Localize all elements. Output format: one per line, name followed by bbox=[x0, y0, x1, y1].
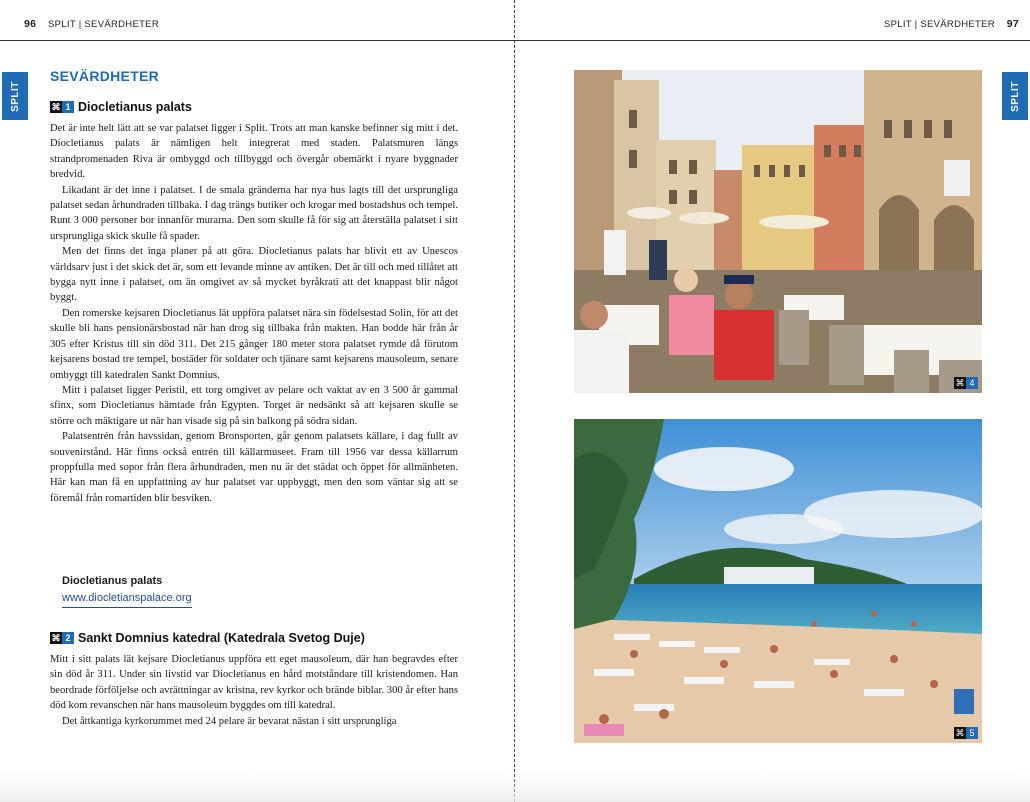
entry2-badge bbox=[50, 632, 74, 644]
entry2-heading bbox=[50, 631, 365, 645]
photo1-badge bbox=[954, 377, 978, 389]
left-page-number: 96 bbox=[24, 18, 37, 30]
right-running-head: SPLIT | SEVÄRDHETER bbox=[884, 19, 995, 30]
photo1-badge-inner bbox=[954, 377, 978, 389]
entry2-title: Sankt Domnius katedral (Katedrala Svetog Duje) bbox=[78, 631, 365, 645]
left-header-rule bbox=[0, 40, 514, 41]
beach-illustration bbox=[574, 419, 982, 743]
photo2-badge-inner bbox=[954, 727, 978, 739]
command-icon: ⌘ bbox=[51, 632, 61, 643]
entry1-website-link[interactable]: www.diocletianspalace.org bbox=[62, 590, 192, 608]
right-thumb-tab bbox=[1002, 72, 1028, 120]
entry2-number: 2 bbox=[62, 632, 74, 644]
entry1-badge bbox=[50, 101, 74, 113]
right-header-rule bbox=[515, 40, 1030, 41]
entry1-body bbox=[50, 121, 458, 506]
left-running-head: SPLIT | SEVÄRDHETER bbox=[48, 19, 159, 30]
entry1-number: 1 bbox=[62, 101, 74, 113]
entry1-title: Diocletianus palats bbox=[78, 100, 192, 114]
entry1-paragraph: Det är inte helt lätt att se var palatset ligger i Split. Trots att man kanske befinner sig mitt i det. Diocletianus palats är nämligen helt integrerat med staden. Palatsmuren längs strandpromenaden Riva är ombyggd och tillbyggd och övergår obemärkt i nyare byggnader bredvid. bbox=[50, 123, 458, 181]
entry1-paragraph: Palatsentrén från havssidan, genom Bronsporten, går genom palatsets källare, i dag fullt av souvenirstånd. Här finns också entrén till källarmuseet. Fram till 1956 var dessa källarrum proppfulla med sopor från flera århundraden, men nu är det städat och öppet för allmänheten. Här kan man få en uppfattning av hur palatset var uppbyggt, men den som väntar sig att se föremål från romartiden blir besviken. bbox=[50, 431, 458, 504]
photo2-badge bbox=[954, 727, 978, 739]
entry1-heading bbox=[50, 100, 192, 114]
entry1-paragraph: Men det finns det inga planer på att göra. Diocletianus palats har blivit ett av Unescos världsarv just i det skick det är, som ett levande minne av antiken. Det är till och med tillåtet att bygga nytt inne i palatset, om än omgivet av så mycket byråkrati att det knappast blir något byggt. bbox=[50, 246, 458, 304]
entry1-info-title: Diocletianus palats bbox=[62, 575, 163, 587]
command-icon: ⌘ bbox=[51, 101, 61, 112]
entry1-paragraph: Likadant är det inne i palatset. I de smala gränderna har nya hus lagts till det ursprungliga palatset sedan århundraden tillbaka. I dag trängs butiker och krogar med bostadshus och tempel. Runt 3 000 personer bor innanför murarna. Den som skulle få för sig att återställa palatset i sitt ursprungliga skick skulle få spader. bbox=[50, 184, 458, 242]
photo2-number: 5 bbox=[966, 727, 978, 739]
left-thumb-tab bbox=[2, 72, 28, 120]
left-running-header bbox=[24, 18, 159, 30]
photo1-number: 4 bbox=[966, 377, 978, 389]
entry2-paragraph: Mitt i sitt palats lät kejsare Diocletianus uppföra ett eget mausoleum, där han begravdes efter sin död år 311. Under sin livstid var Diocletianus en hård motståndare till kristendomen. Han beordrade förföljelse och avrättningar av kristna, rev kyrkor och brände biblar. 300 år efter hans död kom revanschen när hans mausoleum byggdes om till katedral. bbox=[50, 654, 458, 712]
entry1-info-box bbox=[62, 573, 192, 608]
page-bottom-shadow bbox=[0, 772, 1030, 802]
entry1-paragraph: Mitt i palatset ligger Peristil, ett torg omgivet av pelare och vaktat av en 3 500 år gammal sfinx, som Diocletianus hämtade från Egypten. Torget är nedsänkt så att kejsaren skulle se större och mäktigare ut när han visade sig på sin balkong på södra sidan. bbox=[50, 384, 458, 427]
right-tab-label: SPLIT bbox=[1009, 80, 1021, 112]
section-title: SEVÄRDHETER bbox=[50, 68, 160, 84]
right-running-header bbox=[884, 18, 1019, 30]
command-icon: ⌘ bbox=[955, 377, 965, 388]
page-fold-line bbox=[514, 0, 515, 802]
city-square-illustration bbox=[574, 70, 982, 393]
command-icon: ⌘ bbox=[955, 727, 965, 738]
left-tab-label: SPLIT bbox=[9, 80, 21, 112]
photo-city-square bbox=[574, 70, 982, 393]
entry2-paragraph: Det åttkantiga kyrkorummet med 24 pelare är bevarat nästan i sitt ursprungliga bbox=[62, 715, 397, 727]
photo-beach bbox=[574, 419, 982, 743]
right-page-number: 97 bbox=[1006, 18, 1019, 30]
entry1-paragraph: Den romerske kejsaren Diocletianus lät uppföra palatset nära sin födelsestad Solin, för att det skulle bli hans pensionärsbostad när han drog sig tillbaka från makten. Han bodde här från år 305 efter Kristus till sin död 311. Det 215 gånger 180 meter stora palatset rymde då förutom kejsarens bostad tre tempel, bostäder för soldater och tjänare samt kejsarens mausoleum, senare ombyggt till katedralen Sankt Domnius. bbox=[50, 307, 458, 381]
entry2-body bbox=[50, 652, 458, 729]
